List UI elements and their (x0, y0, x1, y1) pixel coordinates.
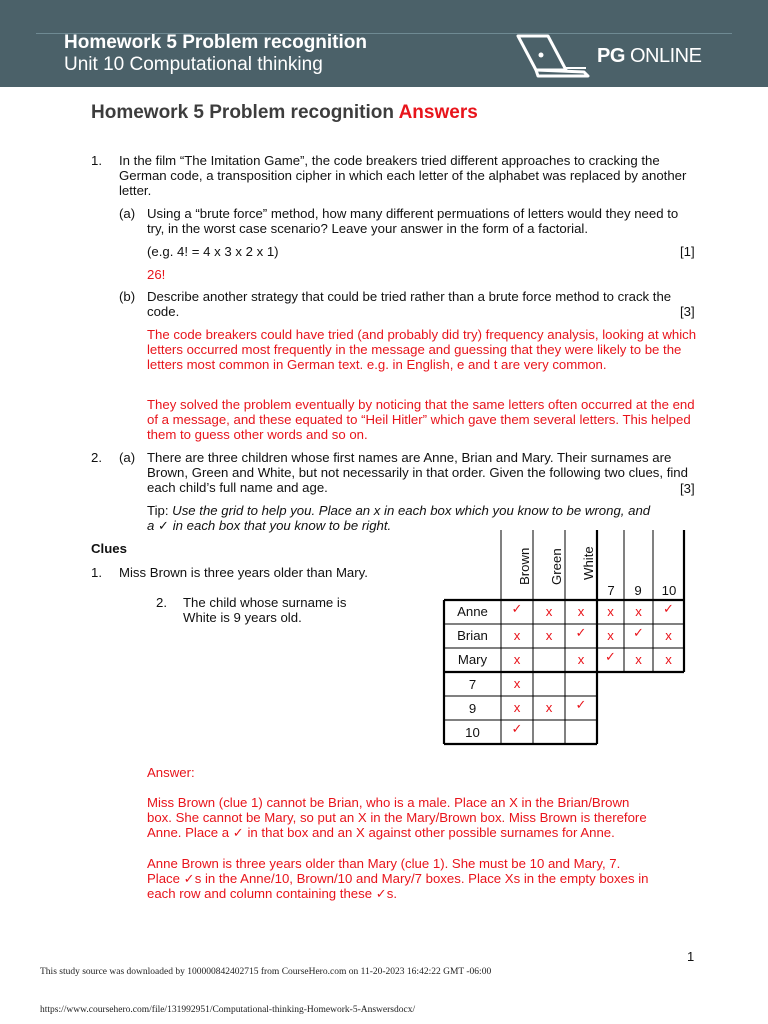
col-header-green: Green (549, 548, 564, 585)
brand-logo (597, 45, 701, 68)
q1-number: 1. (91, 153, 102, 168)
q1-text: In the film “The Imitation Game”, the code breakers tried different approaches to cracking the German code, a transposition cipher in which each letter of the alphabet was replaced by another letter. (119, 153, 687, 199)
title-answers: Answers (398, 102, 478, 123)
q2a-text: There are three children whose first names are Anne, Brian and Mary. Their surnames are Brown, Green and White, but not necessarily in that order. Given the following two clues, find each child’s full name and age. (147, 450, 688, 496)
grid-cell-anne-brown: ✓ (511, 601, 523, 616)
grid-cell-anne-9: x (635, 604, 642, 619)
laptop-icon (512, 34, 592, 80)
col-header-7: 7 (607, 583, 615, 598)
grid-cell-9-white: ✓ (575, 697, 587, 712)
answer-p2-line-2: Place ✓s in the Anne/10, Brown/10 and Mary/7 boxes. Place Xs in the empty boxes in (147, 871, 649, 886)
header-bar (0, 0, 768, 87)
tip-text-1: Use the grid to help you. Place an x in each box which you know to be wrong, and (172, 503, 651, 518)
grid-cell-9-green: x (545, 700, 553, 715)
q1a-label: (a) (119, 206, 136, 221)
header-subtitle: Unit 10 Computational thinking (64, 54, 323, 75)
answer-p1-line-2: box. She cannot be Mary, so put an X in the Mary/Brown box. Miss Brown is therefore (147, 810, 647, 825)
clues-heading: Clues (91, 541, 127, 556)
q1b-answer-2: They solved the problem eventually by noticing that the same letters often occurred at the end of a message, and these equated to “Heil Hitler” which gave them several letters. This helped them to guess other words and so on. (147, 397, 695, 443)
q1b-label: (b) (119, 289, 136, 304)
grid-cell-brian-brown: x (513, 628, 521, 643)
q1b-text: Describe another strategy that could be tried rather than a brute force method to crack the code. (147, 289, 672, 320)
grid-cell-brian-10: x (665, 628, 672, 643)
page-number: 1 (687, 949, 695, 964)
grid-cell-mary-brown: x (513, 652, 521, 667)
grid-cell-mary-7: ✓ (604, 649, 617, 664)
grid-cell-mary-white: x (577, 652, 585, 667)
col-header-white: White (581, 546, 596, 580)
grid-cell-anne-10: ✓ (662, 601, 675, 616)
tip-line-1 (147, 503, 650, 518)
logo-rest: ONLINE (624, 45, 702, 67)
grid-cell-mary-10: x (665, 652, 672, 667)
grid-cell-anne-white: x (577, 604, 585, 619)
row-header-7: 7 (468, 677, 477, 692)
row-header-mary: Mary (457, 652, 488, 667)
answer-p2-line-1: Anne Brown is three years older than Mary (clue 1). She must be 10 and Mary, 7. (147, 856, 621, 871)
row-header-9: 9 (468, 701, 477, 716)
tip-text-2b: in each box that you know to be right. (169, 518, 392, 533)
row-header-anne: Anne (457, 604, 488, 619)
col-header-brown: Brown (517, 547, 532, 585)
q1a-text: Using a “brute force” method, how many different permuations of letters would they need to try, in the worst case scenario? Leave your answer in the form of a factorial. (147, 206, 679, 237)
grid-cell-7-brown: x (513, 676, 521, 691)
clue2-number: 2. (156, 595, 167, 610)
grid-cell-9-brown: x (513, 700, 521, 715)
tick-icon: ✓ (158, 518, 170, 533)
grid-cell-brian-7: x (607, 628, 614, 643)
q1b-marks: [3] (680, 304, 695, 319)
clue1-text: Miss Brown is three years older than Mary. (119, 565, 368, 580)
logo-bold: PG (597, 45, 625, 67)
clue2-line-2: White is 9 years old. (183, 610, 302, 625)
q1a-marks: [1] (680, 244, 695, 259)
grid-cell-anne-green: x (545, 604, 553, 619)
grid-cell-mary-9: x (635, 652, 642, 667)
tip-text-2a: a (147, 518, 158, 533)
grid-cell-brian-green: x (545, 628, 553, 643)
col-header-10: 10 (661, 583, 677, 598)
tip-line-2 (147, 518, 391, 533)
col-header-9: 9 (634, 583, 642, 598)
clue1-number: 1. (91, 565, 102, 580)
download-notice: This study source was downloaded by 100000842402715 from CourseHero.com on 11-20-2023 16:42:22 GMT -06:00 (40, 967, 492, 977)
clue2-line-1: The child whose surname is (183, 595, 347, 610)
source-url[interactable]: https://www.coursehero.com/file/131992951/Computational-thinking-Homework-5-Answersdocx/ (40, 1005, 416, 1015)
title-main: Homework 5 Problem recognition (91, 102, 399, 123)
answer-p1-line-3: Anne. Place a ✓ in that box and an X against other possible surnames for Anne. (147, 825, 615, 840)
q1a-answer: 26! (147, 267, 166, 282)
q1a-example: (e.g. 4! = 4 x 3 x 2 x 1) (147, 244, 279, 259)
q2a-marks: [3] (680, 481, 695, 496)
header-title: Homework 5 Problem recognition (64, 32, 367, 53)
answer-p1-line-1: Miss Brown (clue 1) cannot be Brian, who is a male. Place an X in the Brian/Brown (147, 795, 630, 810)
q2a-label: (a) (119, 450, 136, 465)
tip-label: Tip: (147, 503, 173, 518)
answer-label: Answer: (147, 765, 195, 780)
grid-cell-10-brown: ✓ (511, 721, 523, 736)
row-header-brian: Brian (457, 628, 488, 643)
grid-cell-brian-white: ✓ (575, 625, 587, 640)
q1b-answer-1: The code breakers could have tried (and probably did try) frequency analysis, looking at which letters occurred most frequently in the message and guessing that they were likely to be the letters most common in German text. e.g. in English, e and t are very common. (147, 327, 697, 373)
q2-number: 2. (91, 450, 102, 465)
grid-cell-brian-9: ✓ (632, 625, 645, 640)
page-title (91, 102, 478, 124)
row-header-10: 10 (465, 725, 480, 740)
answer-p2-line-3: each row and column containing these ✓s. (147, 886, 398, 901)
grid-cell-anne-7: x (607, 604, 614, 619)
